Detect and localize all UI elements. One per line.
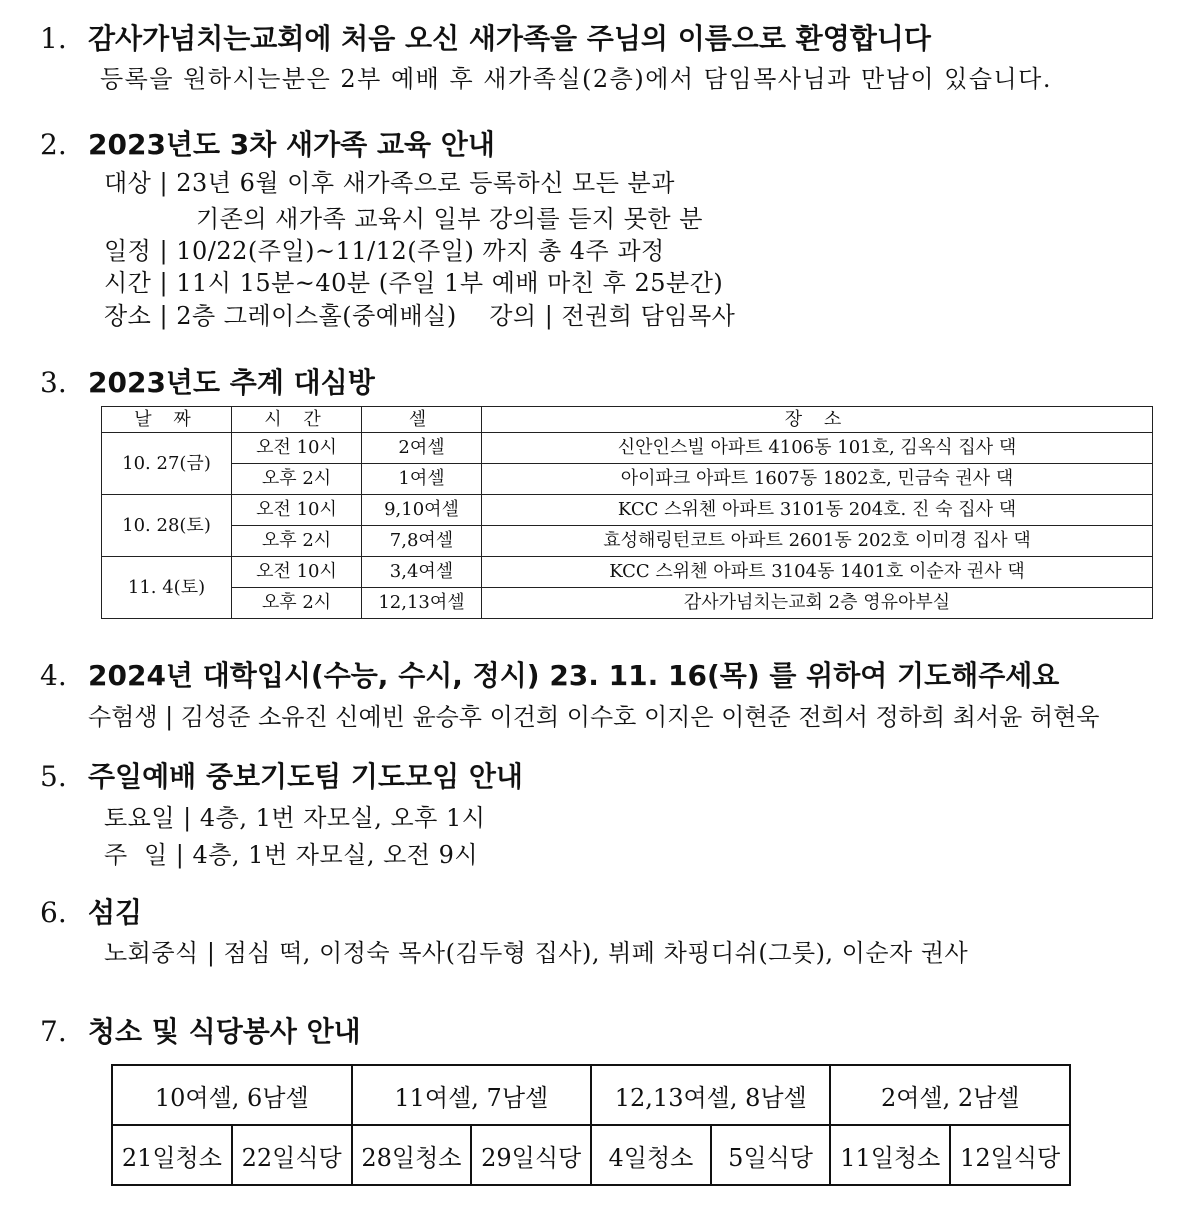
education-schedule: 일정 | 10/22(주일)~11/12(주일) 까지 총 4주 과정: [104, 237, 665, 265]
duty: 28일청소: [352, 1125, 472, 1185]
table-row: [102, 495, 1153, 526]
section-number: 7.: [40, 1015, 67, 1048]
visit-place: 감사가넘치는교회 2층 영유아부실: [482, 588, 1153, 619]
duty: 12일식당: [950, 1125, 1070, 1185]
section-number: 6.: [40, 896, 67, 929]
section-1-text: 등록을 원하시는분은 2부 예배 후 새가족실(2층)에서 담임목사님과 만남이 있습니다.: [100, 65, 1052, 93]
duty: 4일청소: [591, 1125, 711, 1185]
prayer-saturday: 토요일 | 4층, 1번 자모실, 오후 1시: [104, 804, 486, 832]
visit-place: KCC 스위첸 아파트 3104동 1401호 이순자 권사 댁: [482, 557, 1153, 588]
section-title: 2023년도 3차 새가족 교육 안내: [88, 128, 495, 161]
visit-time: 오전 10시: [232, 495, 362, 526]
section-title: 주일예배 중보기도팀 기도모임 안내: [88, 760, 523, 793]
duty: 21일청소: [112, 1125, 232, 1185]
duty: 29일식당: [471, 1125, 591, 1185]
section-4-heading: [40, 659, 1059, 693]
section-number: 2.: [40, 128, 67, 161]
section-title: 청소 및 식당봉사 안내: [88, 1015, 361, 1048]
table-row: [102, 557, 1153, 588]
visit-place: 효성해링턴코트 아파트 2601동 202호 이미경 집사 댁: [482, 526, 1153, 557]
section-title: 2024년 대학입시(수능, 수시, 정시) 23. 11. 16(목) 를 위하여 기도해주세요: [88, 659, 1060, 692]
visit-date: 10. 27(금): [102, 433, 232, 495]
section-5-heading: [40, 760, 523, 794]
section-number: 5.: [40, 760, 67, 793]
section-1-heading: [40, 22, 931, 56]
table-row: [102, 433, 1153, 464]
visit-cell: 1여셀: [362, 464, 482, 495]
visit-cell: 2여셀: [362, 433, 482, 464]
examinee-list: 수험생 | 김성준 소유진 신예빈 윤승후 이건희 이수호 이지은 이현준 전희서 정하희 최서윤 허현욱: [88, 703, 1100, 731]
table-header-row: [102, 407, 1153, 433]
header-cell: 셀: [362, 407, 482, 433]
education-place: 장소 | 2층 그레이스홀(중예배실) 강의 | 전권희 담임목사: [104, 302, 736, 330]
visit-cell: 3,4여셀: [362, 557, 482, 588]
visit-time: 오전 10시: [232, 557, 362, 588]
service-text: 노회중식 | 점심 떡, 이정숙 목사(김두형 집사), 뷔페 차핑디쉬(그릇), 이순자 권사: [104, 939, 969, 967]
table-row: [102, 464, 1153, 495]
duty: 11일청소: [830, 1125, 950, 1185]
section-2-heading: [40, 128, 495, 162]
cleaning-table: [111, 1064, 1071, 1186]
visit-place: KCC 스위첸 아파트 3101동 204호. 진 숙 집사 댁: [482, 495, 1153, 526]
visit-time: 오전 10시: [232, 433, 362, 464]
education-target: 대상 | 23년 6월 이후 새가족으로 등록하신 모든 분과: [104, 169, 675, 197]
header-time: 시 간: [232, 407, 362, 433]
section-3-heading: [40, 366, 375, 400]
table-row: [112, 1065, 1070, 1125]
visit-cell: 7,8여셀: [362, 526, 482, 557]
duty: 22일식당: [232, 1125, 352, 1185]
visit-place: 신안인스빌 아파트 4106동 101호, 김옥식 집사 댁: [482, 433, 1153, 464]
section-number: 1.: [40, 22, 67, 55]
visit-time: 오후 2시: [232, 464, 362, 495]
visit-date: 11. 4(토): [102, 557, 232, 619]
table-row: [102, 588, 1153, 619]
section-title: 감사가넘치는교회에 처음 오신 새가족을 주님의 이름으로 환영합니다: [88, 22, 931, 55]
cell-group: 2여셀, 2남셀: [830, 1065, 1070, 1125]
header-date: 날 짜: [102, 407, 232, 433]
cell-group: 12,13여셀, 8남셀: [591, 1065, 830, 1125]
section-title: 섬김: [88, 896, 143, 929]
visit-cell: 9,10여셀: [362, 495, 482, 526]
section-6-heading: [40, 896, 142, 930]
table-row: [102, 526, 1153, 557]
education-time: 시간 | 11시 15분~40분 (주일 1부 예배 마친 후 25분간): [104, 269, 724, 297]
section-7-heading: [40, 1015, 361, 1049]
visit-cell: 12,13여셀: [362, 588, 482, 619]
visit-time: 오후 2시: [232, 526, 362, 557]
header-place: 장 소: [482, 407, 1153, 433]
cell-group: 10여셀, 6남셀: [112, 1065, 352, 1125]
cell-group: 11여셀, 7남셀: [352, 1065, 592, 1125]
education-target-cont: 기존의 새가족 교육시 일부 강의를 듣지 못한 분: [196, 205, 703, 233]
visit-date: 10. 28(토): [102, 495, 232, 557]
prayer-sunday: 주 일 | 4층, 1번 자모실, 오전 9시: [104, 841, 479, 869]
section-number: 4.: [40, 659, 67, 692]
duty: 5일식당: [711, 1125, 831, 1185]
visit-time: 오후 2시: [232, 588, 362, 619]
visitation-table: [101, 406, 1153, 619]
section-title: 2023년도 추계 대심방: [88, 366, 375, 399]
visit-place: 아이파크 아파트 1607동 1802호, 민금숙 권사 댁: [482, 464, 1153, 495]
table-row: [112, 1125, 1070, 1185]
section-number: 3.: [40, 366, 67, 399]
